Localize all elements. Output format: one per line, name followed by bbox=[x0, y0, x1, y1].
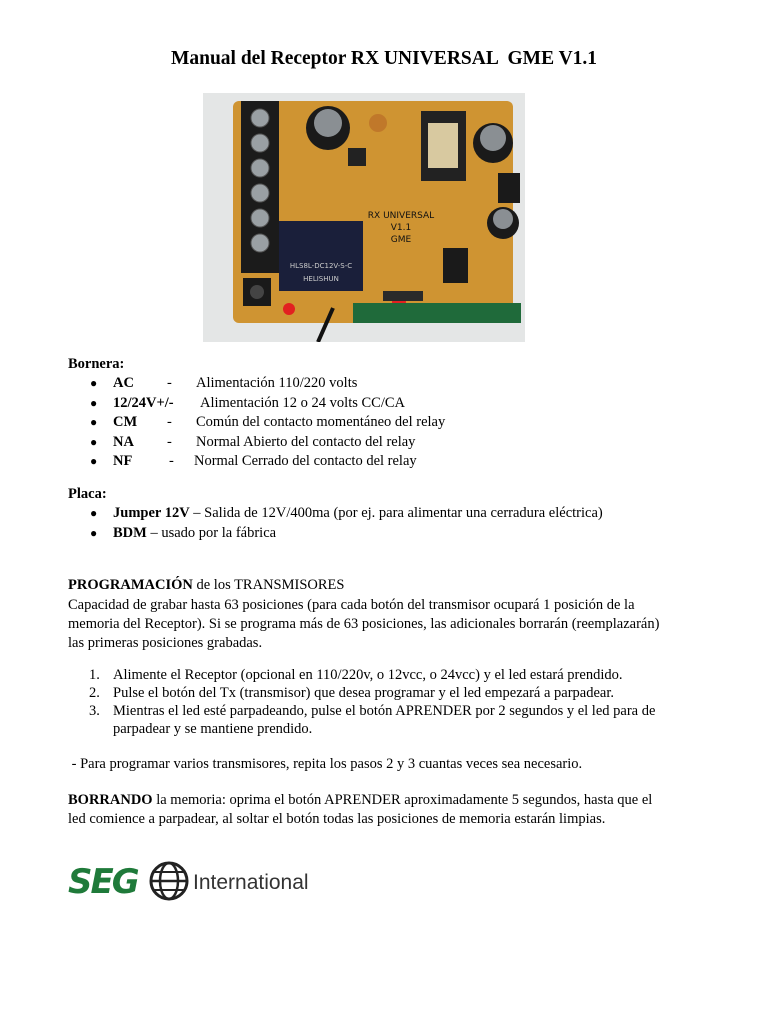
list-item: ● NA - Normal Abierto del contacto del relay bbox=[90, 433, 416, 450]
programacion-steps bbox=[68, 666, 718, 738]
list-item: ● CM - Común del contacto momentáneo del relay bbox=[90, 414, 446, 430]
placa-list bbox=[68, 504, 708, 543]
list-item: 1. Alimente el Receptor (opcional en 110/220v, o 12vcc, o 24vcc) y el led estará prendido. bbox=[89, 667, 623, 683]
list-item: 3. Mientras el led esté parpadeando, pulse el botón APRENDER por 2 segundos y el led para de parpadear y se mantiene prendido. bbox=[89, 703, 656, 737]
list-item: ● NF - Normal Cerrado del contacto del relay bbox=[90, 453, 417, 469]
led-red bbox=[283, 303, 295, 315]
bornera-list bbox=[68, 374, 708, 472]
borrando-paragraph: BORRANDO la memoria: oprima el botón APRENDER aproximadamente 5 segundos, hasta que el led comience a parpadear, al soltar el botón todas las posiciones de memoria estarán limpias. bbox=[68, 792, 653, 827]
svg-text:International: International bbox=[193, 871, 309, 894]
svg-text:HLS8L-DC12V-S-C: HLS8L-DC12V-S-C bbox=[289, 262, 353, 270]
list-item: ● Jumper 12V – Salida de 12V/400ma (por ej. para alimentar una cerradura eléctrica) bbox=[90, 505, 603, 521]
programacion-heading: PROGRAMACIÓN de los TRANSMISORES bbox=[68, 577, 345, 593]
bornera-heading: Bornera: bbox=[68, 356, 125, 372]
svg-text:HELISHUN: HELISHUN bbox=[303, 275, 339, 283]
svg-text:SEG: SEG bbox=[68, 862, 138, 902]
list-item: ● 12/24V+/- Alimentación 12 o 24 volts CC/CA bbox=[90, 394, 406, 411]
globe-icon bbox=[151, 863, 187, 899]
programacion-note: - Para programar varios transmisores, repita los pasos 2 y 3 cuantas veces sea necesario. bbox=[68, 756, 583, 772]
list-item: 2. Pulse el botón del Tx (transmisor) que desea programar y el led empezará a parpadear. bbox=[89, 685, 614, 701]
svg-text:V1.1: V1.1 bbox=[390, 223, 412, 233]
programacion-intro: Capacidad de grabar hasta 63 posiciones (para cada botón del transmisor ocupará 1 posición de la memoria del Receptor). Si se programa más de 63 posiciones, las adicionales borrarán (reemplazarán) las primeras posiciones grabadas. bbox=[68, 597, 660, 651]
list-item: ● AC - Alimentación 110/220 volts bbox=[90, 375, 358, 391]
product-photo bbox=[203, 93, 525, 342]
list-item: ● BDM – usado por la fábrica bbox=[90, 524, 277, 541]
page-title: Manual del Receptor RX UNIVERSAL GME V1.1 bbox=[170, 48, 598, 69]
svg-text:GME: GME bbox=[390, 235, 412, 245]
seg-international-logo bbox=[66, 857, 316, 905]
placa-heading: Placa: bbox=[68, 486, 107, 502]
svg-text:RX UNIVERSAL: RX UNIVERSAL bbox=[367, 211, 435, 221]
